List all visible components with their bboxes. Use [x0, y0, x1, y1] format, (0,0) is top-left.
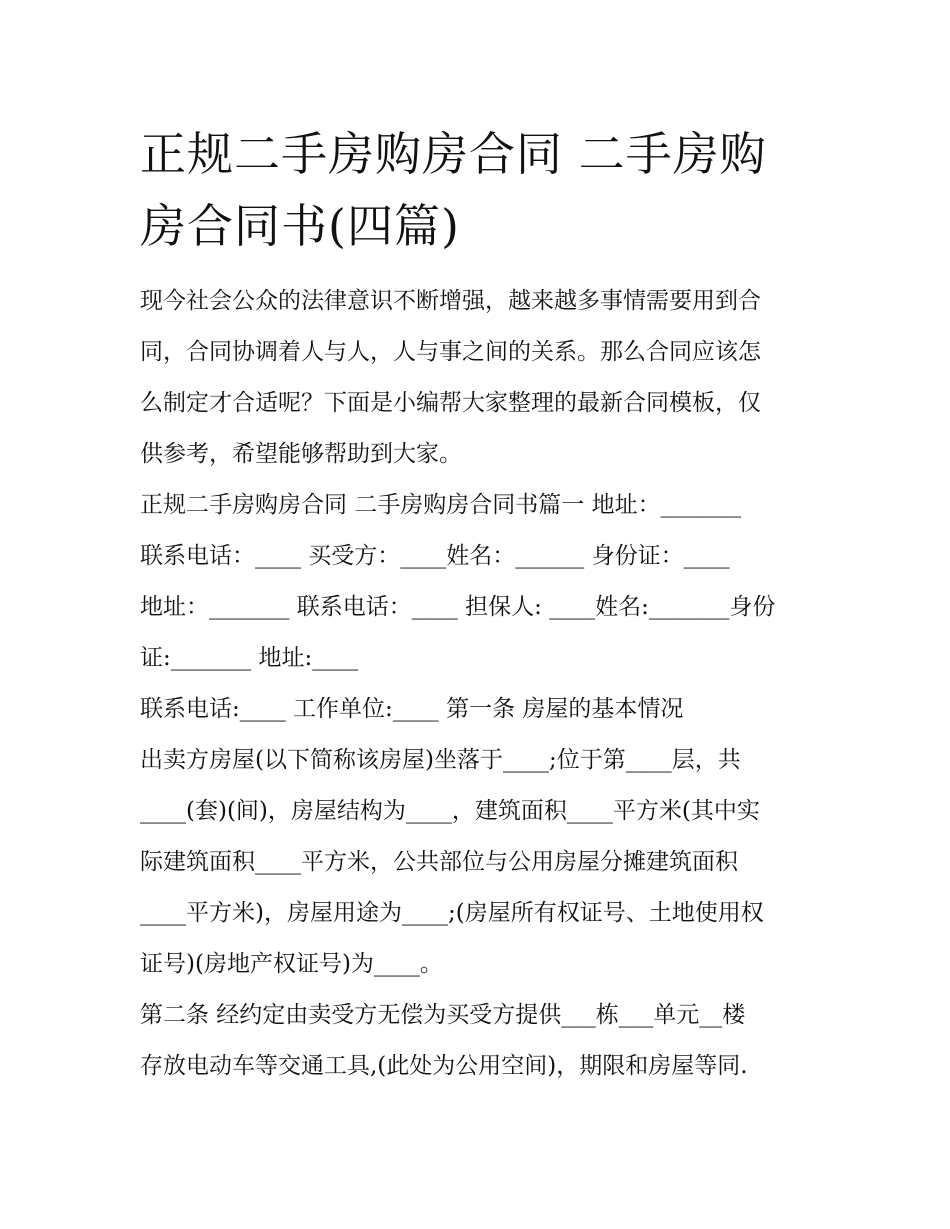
- text-line: 存放电动车等交通工具,(此处为公用空间)，期限和房屋等同.: [140, 1053, 748, 1079]
- text-line: 证:_______ 地址:____: [140, 645, 359, 671]
- title-line-1: 正规二手房购房合同 二手房购: [140, 127, 767, 181]
- article-two-paragraph: [140, 990, 812, 1092]
- document-page: [140, 118, 812, 1092]
- intro-paragraph: [140, 276, 812, 480]
- text-line: 正规二手房购房合同 二手房购房合同书篇一 地址：_______: [140, 492, 742, 518]
- article-one-paragraph: [140, 735, 812, 990]
- text-line: 联系电话:____ 工作单位:____ 第一条 房屋的基本情况: [140, 696, 684, 722]
- text-line: 证号)(房地产权证号)为____。: [140, 951, 443, 977]
- text-line: 现今社会公众的法律意识不断增强，越来越多事情需要用到合: [140, 288, 761, 314]
- text-line: 么制定才合适呢？下面是小编帮大家整理的最新合同模板，仅: [140, 390, 761, 416]
- contact-paragraph: [140, 684, 812, 735]
- parties-paragraph: [140, 480, 812, 684]
- text-line: 际建筑面积____平方米，公共部位与公用房屋分摊建筑面积: [140, 849, 738, 875]
- text-line: 地址：_______ 联系电话：____ 担保人: ____姓名:_______身份: [140, 594, 776, 620]
- text-line: 同，合同协调着人与人，人与事之间的关系。那么合同应该怎: [140, 339, 761, 365]
- text-line: 供参考，希望能够帮助到大家。: [140, 441, 462, 467]
- text-line: 联系电话：____ 买受方：____姓名：______ 身份证：____: [140, 543, 730, 569]
- title-line-2: 房合同书(四篇): [140, 199, 460, 253]
- document-title: [140, 118, 812, 262]
- text-line: 第二条 经约定由卖受方无偿为买受方提供___栋___单元__楼: [140, 1002, 746, 1028]
- text-line: 出卖方房屋(以下简称该房屋)坐落于____;位于第____层，共: [140, 747, 741, 773]
- text-line: ____(套)(间)，房屋结构为____，建筑面积____平方米(其中实: [140, 798, 760, 824]
- text-line: ____平方米)，房屋用途为____;(房屋所有权证号、土地使用权: [140, 900, 764, 926]
